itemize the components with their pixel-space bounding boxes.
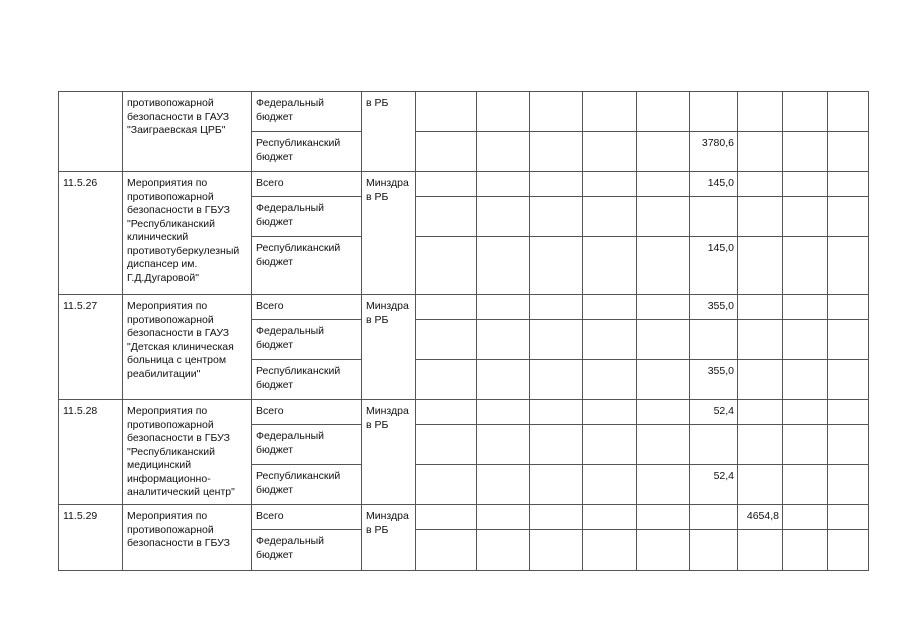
empty-cell: [783, 172, 828, 197]
empty-cell: [530, 320, 583, 360]
empty-cell: [583, 320, 637, 360]
value-cell: 355,0: [690, 360, 738, 400]
executor-cell: Минздра в РБ: [362, 295, 416, 400]
value-cell: [690, 320, 738, 360]
funding-source-cell: Республиканский бюджет: [252, 237, 362, 295]
empty-cell: [477, 505, 530, 530]
empty-cell: [416, 505, 477, 530]
value-cell: 52,4: [690, 465, 738, 505]
empty-cell: [583, 295, 637, 320]
value-cell: 145,0: [690, 237, 738, 295]
row-id-cell: 11.5.29: [59, 505, 123, 571]
table-row: [59, 505, 869, 530]
empty-cell: [637, 465, 690, 505]
value2-cell: [738, 400, 783, 425]
empty-cell: [583, 92, 637, 132]
value-cell: [690, 425, 738, 465]
empty-cell: [637, 400, 690, 425]
empty-cell: [530, 172, 583, 197]
funding-source-cell: Всего: [252, 295, 362, 320]
table-row: [59, 92, 869, 132]
empty-cell: [477, 360, 530, 400]
funding-source-cell: Федеральный бюджет: [252, 92, 362, 132]
empty-cell: [583, 425, 637, 465]
empty-cell: [828, 505, 869, 530]
empty-cell: [530, 425, 583, 465]
empty-cell: [530, 360, 583, 400]
executor-cell: Минздра в РБ: [362, 400, 416, 505]
empty-cell: [416, 320, 477, 360]
empty-cell: [637, 295, 690, 320]
empty-cell: [416, 197, 477, 237]
empty-cell: [416, 132, 477, 172]
empty-cell: [477, 197, 530, 237]
empty-cell: [477, 237, 530, 295]
empty-cell: [416, 295, 477, 320]
row-title-cell: Мероприятия по противопожарной безопасности в ГАУЗ "Детская клиническая больница с центром реабилитации": [123, 295, 252, 400]
empty-cell: [477, 132, 530, 172]
row-title-cell: противопожарной безопасности в ГАУЗ "Заиграевская ЦРБ": [123, 92, 252, 172]
empty-cell: [583, 505, 637, 530]
value2-cell: [738, 197, 783, 237]
empty-cell: [828, 530, 869, 571]
value2-cell: [738, 320, 783, 360]
empty-cell: [530, 295, 583, 320]
empty-cell: [583, 237, 637, 295]
row-title-cell: Мероприятия по противопожарной безопасности в ГБУЗ "Республиканский медицинский информационно-аналитический центр": [123, 400, 252, 505]
empty-cell: [530, 237, 583, 295]
budget-table: [58, 91, 869, 571]
funding-source-cell: Федеральный бюджет: [252, 425, 362, 465]
value-cell: [690, 197, 738, 237]
value2-cell: [738, 172, 783, 197]
empty-cell: [477, 530, 530, 571]
empty-cell: [477, 295, 530, 320]
empty-cell: [416, 237, 477, 295]
funding-source-cell: Всего: [252, 172, 362, 197]
empty-cell: [416, 425, 477, 465]
value-cell: 3780,6: [690, 132, 738, 172]
empty-cell: [530, 530, 583, 571]
empty-cell: [783, 197, 828, 237]
value2-cell: [738, 295, 783, 320]
empty-cell: [783, 465, 828, 505]
empty-cell: [783, 505, 828, 530]
value2-cell: [738, 132, 783, 172]
empty-cell: [637, 237, 690, 295]
empty-cell: [637, 505, 690, 530]
value2-cell: [738, 425, 783, 465]
empty-cell: [828, 172, 869, 197]
empty-cell: [416, 172, 477, 197]
empty-cell: [583, 530, 637, 571]
empty-cell: [477, 320, 530, 360]
row-title-cell: Мероприятия по противопожарной безопасности в ГБУЗ: [123, 505, 252, 571]
empty-cell: [583, 400, 637, 425]
empty-cell: [530, 465, 583, 505]
value2-cell: [738, 465, 783, 505]
empty-cell: [477, 92, 530, 132]
empty-cell: [783, 237, 828, 295]
empty-cell: [416, 530, 477, 571]
funding-source-cell: Федеральный бюджет: [252, 530, 362, 571]
empty-cell: [583, 132, 637, 172]
empty-cell: [783, 360, 828, 400]
empty-cell: [637, 320, 690, 360]
value2-cell: [738, 530, 783, 571]
funding-source-cell: Всего: [252, 505, 362, 530]
value-cell: [690, 505, 738, 530]
row-id-cell: 11.5.28: [59, 400, 123, 505]
table-row: [59, 400, 869, 425]
empty-cell: [828, 425, 869, 465]
empty-cell: [783, 425, 828, 465]
value-cell: 355,0: [690, 295, 738, 320]
empty-cell: [637, 197, 690, 237]
empty-cell: [783, 400, 828, 425]
value-cell: 52,4: [690, 400, 738, 425]
empty-cell: [637, 132, 690, 172]
empty-cell: [530, 92, 583, 132]
empty-cell: [477, 400, 530, 425]
empty-cell: [828, 400, 869, 425]
empty-cell: [637, 360, 690, 400]
empty-cell: [583, 360, 637, 400]
funding-source-cell: Федеральный бюджет: [252, 197, 362, 237]
empty-cell: [783, 530, 828, 571]
value2-cell: [738, 360, 783, 400]
empty-cell: [783, 92, 828, 132]
value2-cell: [738, 92, 783, 132]
funding-source-cell: Республиканский бюджет: [252, 132, 362, 172]
empty-cell: [530, 132, 583, 172]
empty-cell: [828, 132, 869, 172]
funding-source-cell: Всего: [252, 400, 362, 425]
empty-cell: [530, 400, 583, 425]
row-id-cell: [59, 92, 123, 172]
empty-cell: [828, 465, 869, 505]
empty-cell: [828, 197, 869, 237]
value-cell: [690, 92, 738, 132]
row-id-cell: 11.5.27: [59, 295, 123, 400]
empty-cell: [828, 360, 869, 400]
empty-cell: [637, 172, 690, 197]
empty-cell: [637, 425, 690, 465]
executor-cell: Минздра в РБ: [362, 172, 416, 295]
empty-cell: [477, 172, 530, 197]
executor-cell: Минздра в РБ: [362, 505, 416, 571]
row-id-cell: 11.5.26: [59, 172, 123, 295]
empty-cell: [583, 465, 637, 505]
table-row: [59, 295, 869, 320]
empty-cell: [783, 132, 828, 172]
empty-cell: [416, 92, 477, 132]
empty-cell: [637, 530, 690, 571]
empty-cell: [583, 197, 637, 237]
funding-source-cell: Республиканский бюджет: [252, 360, 362, 400]
empty-cell: [828, 92, 869, 132]
funding-source-cell: Федеральный бюджет: [252, 320, 362, 360]
empty-cell: [477, 465, 530, 505]
empty-cell: [477, 425, 530, 465]
empty-cell: [583, 172, 637, 197]
empty-cell: [530, 505, 583, 530]
empty-cell: [783, 320, 828, 360]
empty-cell: [416, 465, 477, 505]
table-row: [59, 172, 869, 197]
value-cell: [690, 530, 738, 571]
empty-cell: [530, 197, 583, 237]
value2-cell: 4654,8: [738, 505, 783, 530]
empty-cell: [637, 92, 690, 132]
empty-cell: [416, 360, 477, 400]
empty-cell: [783, 295, 828, 320]
funding-source-cell: Республиканский бюджет: [252, 465, 362, 505]
value2-cell: [738, 237, 783, 295]
value-cell: 145,0: [690, 172, 738, 197]
empty-cell: [828, 295, 869, 320]
executor-cell: в РБ: [362, 92, 416, 172]
row-title-cell: Мероприятия по противопожарной безопасности в ГБУЗ "Республиканский клинический противотуберкулезный диспансер им. Г.Д.Дугаровой": [123, 172, 252, 295]
empty-cell: [416, 400, 477, 425]
empty-cell: [828, 237, 869, 295]
empty-cell: [828, 320, 869, 360]
